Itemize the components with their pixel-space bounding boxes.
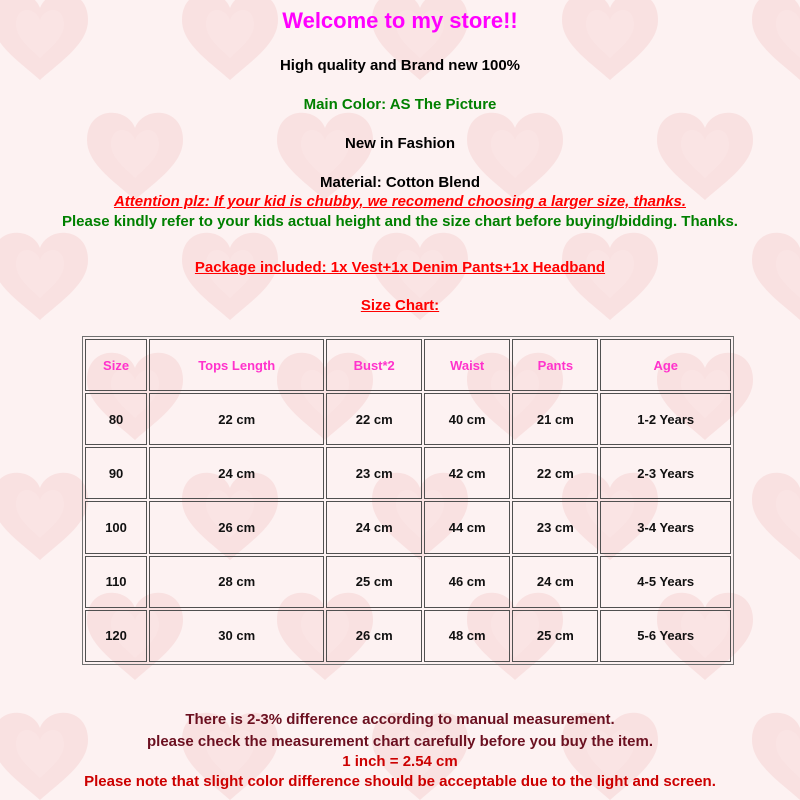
header-size: Size	[85, 339, 147, 391]
main-color-line: Main Color: AS The Picture	[303, 96, 497, 113]
cell-bust: 23 cm	[326, 447, 422, 499]
table-row	[85, 501, 731, 553]
cell-size: 110	[85, 556, 147, 608]
cell-waist: 42 cm	[424, 447, 510, 499]
cell-age: 2-3 Years	[600, 447, 731, 499]
table-row	[85, 556, 731, 608]
inch-conversion-note: 1 inch = 2.54 cm	[342, 753, 458, 770]
table-header-row	[85, 339, 731, 391]
header-bust: Bust*2	[326, 339, 422, 391]
cell-size: 100	[85, 501, 147, 553]
cell-tops-length: 30 cm	[149, 610, 324, 662]
cell-pants: 22 cm	[512, 447, 598, 499]
cell-tops-length: 28 cm	[149, 556, 324, 608]
cell-pants: 25 cm	[512, 610, 598, 662]
cell-bust: 26 cm	[326, 610, 422, 662]
cell-pants: 23 cm	[512, 501, 598, 553]
fashion-line: New in Fashion	[344, 135, 455, 152]
cell-tops-length: 22 cm	[149, 393, 324, 445]
cell-bust: 25 cm	[326, 556, 422, 608]
cell-waist: 44 cm	[424, 501, 510, 553]
cell-age: 3-4 Years	[600, 501, 731, 553]
measurement-difference-note: There is 2-3% difference according to manual measurement.	[185, 711, 615, 728]
header-pants: Pants	[512, 339, 598, 391]
quality-line: High quality and Brand new 100%	[279, 57, 521, 74]
header-waist: Waist	[424, 339, 510, 391]
package-included: Package included: 1x Vest+1x Denim Pants+1x Headband	[194, 259, 606, 276]
color-difference-note: Please note that slight color difference should be acceptable due to the light and screen.	[84, 773, 716, 790]
cell-age: 1-2 Years	[600, 393, 731, 445]
cell-pants: 24 cm	[512, 556, 598, 608]
cell-waist: 48 cm	[424, 610, 510, 662]
material-line: Material: Cotton Blend	[320, 174, 480, 191]
cell-waist: 40 cm	[424, 393, 510, 445]
table-row	[85, 610, 731, 662]
header-age: Age	[600, 339, 731, 391]
size-advice-line: Please kindly refer to your kids actual height and the size chart before buying/bidding. Thanks.	[62, 213, 738, 230]
table-row	[85, 447, 731, 499]
cell-age: 4-5 Years	[600, 556, 731, 608]
cell-tops-length: 24 cm	[149, 447, 324, 499]
cell-size: 80	[85, 393, 147, 445]
cell-tops-length: 26 cm	[149, 501, 324, 553]
cell-waist: 46 cm	[424, 556, 510, 608]
check-chart-note: please check the measurement chart carefully before you buy the item.	[146, 733, 653, 750]
cell-pants: 21 cm	[512, 393, 598, 445]
cell-bust: 24 cm	[326, 501, 422, 553]
cell-size: 120	[85, 610, 147, 662]
size-chart-table	[82, 336, 734, 665]
cell-bust: 22 cm	[326, 393, 422, 445]
table-row	[85, 393, 731, 445]
cell-age: 5-6 Years	[600, 610, 731, 662]
attention-note: Attention plz: If your kid is chubby, we recomend choosing a larger size, thanks.	[113, 193, 687, 210]
header-tops-length: Tops Length	[149, 339, 324, 391]
size-chart-label: Size Chart:	[360, 297, 440, 314]
cell-size: 90	[85, 447, 147, 499]
store-title: Welcome to my store!!	[282, 8, 518, 33]
